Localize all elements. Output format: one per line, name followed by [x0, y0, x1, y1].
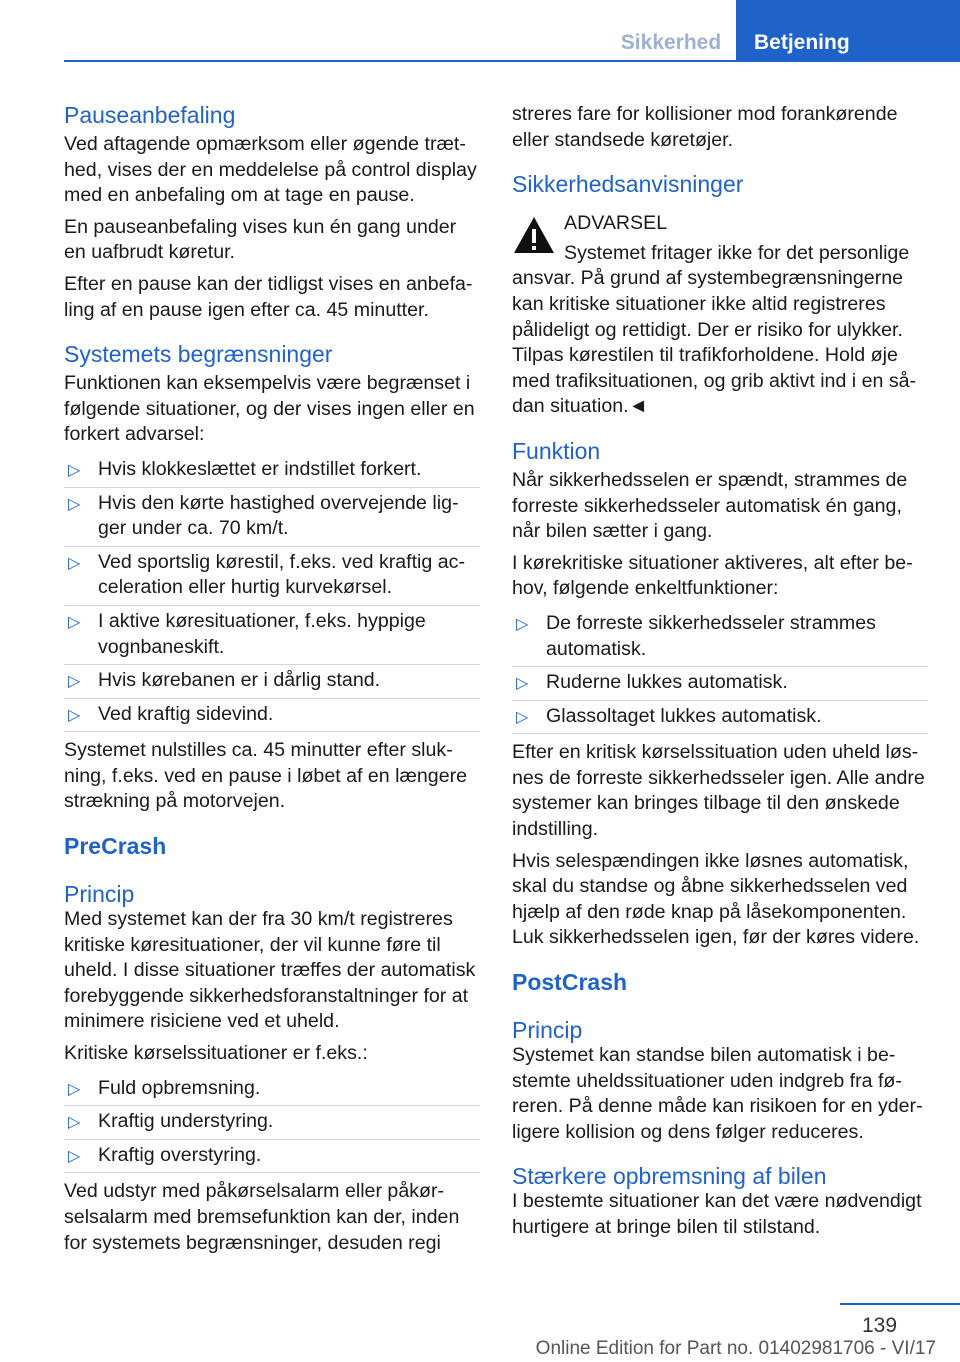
paragraph-function-2: I kørekritiske situationer aktiveres, alt efter behov, følgende enkeltfunktioner: [512, 551, 913, 600]
triangle-right-icon: ▷ [68, 495, 81, 513]
list-item [64, 1106, 480, 1140]
heading-system-limits: Systemets begrænsninger [64, 341, 333, 368]
list-item-text: Hvis den kørte hastighed overvejende ligger under ca. 70 km/t. [98, 491, 459, 540]
list-item [64, 1073, 480, 1107]
paragraph-limits: Funktionen kan eksempelvis være begrænset i følgende situationer, og der vises ingen eller en forkert advarsel: [64, 372, 475, 446]
triangle-right-icon: ▷ [68, 613, 81, 631]
list-item-text: Ved sportslig kørestil, f.eks. ved kraftig acceleration eller hurtig kurvekørsel. [98, 550, 465, 599]
triangle-right-icon: ▷ [68, 1080, 81, 1098]
warning-triangle-icon [512, 215, 556, 255]
list-item [64, 488, 480, 547]
paragraph-reset: Systemet nulstilles ca. 45 minutter efter slukning, f.eks. ved en pause i løbet af en længere strækning på motorvejen. [64, 739, 468, 813]
list-item-text: Ved kraftig sidevind. [98, 702, 274, 725]
heading-stronger-braking: Stærkere opbremsning af bilen [512, 1163, 827, 1190]
triangle-right-icon: ▷ [68, 706, 81, 724]
list-item-text: Glassoltaget lukkes automatisk. [546, 704, 822, 727]
heading-safety-notes: Sikkerhedsanvisninger [512, 171, 744, 198]
page-header [0, 0, 960, 62]
page-number: 139 [862, 1314, 898, 1337]
list-item [64, 454, 480, 488]
list-item [64, 1140, 480, 1174]
list-item-text: I aktive køresituationer, f.eks. hyppige vognbaneskift. [98, 609, 426, 658]
list-item [512, 701, 928, 735]
list-item [512, 608, 928, 667]
paragraph-equipment: Ved udstyr med påkørselsalarm eller påkørselsalarm med bremsefunktion kan der, inden for systemets begrænsninger, desuden regi [64, 1180, 460, 1254]
triangle-right-icon: ▷ [68, 1114, 81, 1132]
paragraph-pause-3: Efter en pause kan der tidligst vises en anbefaling af en pause igen efter ca. 45 minutter. [64, 272, 473, 321]
right-column [512, 96, 928, 1241]
warning-block [512, 211, 928, 420]
section-tab-sikkerhed[interactable]: Sikkerhed [620, 31, 722, 54]
heading-precrash: PreCrash [64, 833, 167, 860]
list-item [64, 606, 480, 665]
paragraph-after-critical: Efter en kritisk kørselssituation uden uheld løsnes de forreste sikkerhedsseler igen. Alle andre systemer kan bringes tilbage til den ønskede indstilling. [512, 741, 925, 841]
heading-postcrash: PostCrash [512, 969, 628, 996]
paragraph-pause-1: Ved aftagende opmærksom eller øgende træthed, vises der en meddelelse på control display med en anbefaling om at tage en pause. [64, 133, 477, 207]
list-item-text: Kraftig understyring. [98, 1110, 274, 1133]
warning-text: Systemet fritager ikke for det personlige ansvar. På grund af systembegrænsningerne kan kritiske situationer ikke altid registreres pålideligt og rettidigt. Der er risiko for ulykker. Tilpas kørestilen til trafikforholdene. Hold øje med trafiksituationen, og grib aktivt ind i en sådan situation.◄ [512, 241, 917, 418]
limits-list [64, 454, 480, 732]
paragraph-continued: streres fare for kollisioner mod forankørende eller standsede køretøjer. [512, 103, 898, 151]
heading-princip: Princip [64, 881, 135, 908]
critical-list [64, 1073, 480, 1174]
list-item-text: Hvis klokkeslættet er indstillet forkert. [98, 457, 422, 480]
footer-divider [840, 1303, 960, 1305]
triangle-right-icon: ▷ [516, 615, 529, 633]
paragraph-princip-2: Systemet kan standse bilen automatisk i bestemte uheldssituationer uden indgreb fra føreren. På denne måde kan risikoen for en yderligere kollision og dens følger reduceres. [512, 1044, 923, 1143]
function-list [512, 608, 928, 734]
heading-pauseanbefaling: Pauseanbefaling [64, 102, 236, 128]
triangle-right-icon: ▷ [68, 461, 81, 479]
list-item-text: Fuld opbremsning. [98, 1076, 261, 1099]
paragraph-princip: Med systemet kan der fra 30 km/t registreres kritiske køresituationer, der vil kunne føre til uheld. I disse situationer træffes der automatisk forebyggende sikkerhedsforanstaltninger for at minimere risiciene ved et uheld. [64, 908, 476, 1033]
triangle-right-icon: ▷ [516, 675, 529, 693]
list-item [64, 665, 480, 699]
edition-footer: Online Edition for Part no. 01402981706 - VI/17 [535, 1338, 936, 1359]
paragraph-critical: Kritiske kørselssituationer er f.eks.: [64, 1042, 368, 1065]
heading-function: Funktion [512, 437, 601, 464]
triangle-right-icon: ▷ [68, 554, 81, 572]
triangle-right-icon: ▷ [68, 673, 81, 691]
paragraph-braking: I bestemte situationer kan det være nødvendigt hurtigere at bringe bilen til stilstand. [512, 1190, 922, 1238]
left-column [64, 96, 480, 1256]
paragraph-function-1: Når sikkerhedsselen er spændt, strammes de forreste sikkerhedsseler automatisk én gang, når bilen sætter i gang. [512, 468, 908, 543]
paragraph-belt-release: Hvis selespændingen ikke løsnes automatisk, skal du standse og åbne sikkerhedsselen ved hjælp af den røde knap på låsekomponenten. Luk sikkerhedsselen igen, før der køres videre. [512, 849, 920, 949]
list-item-text: Ruderne lukkes automatisk. [546, 671, 788, 694]
heading-princip-2: Princip [512, 1017, 583, 1044]
list-item-text: Kraftig overstyring. [98, 1143, 262, 1166]
paragraph-pause-2: En pauseanbefaling vises kun én gang under en uafbrudt køretur. [64, 215, 457, 264]
list-item [64, 547, 480, 606]
list-item-text: De forreste sikkerhedsseler strammes automatisk. [546, 611, 876, 660]
triangle-right-icon: ▷ [516, 708, 529, 726]
header-divider [64, 60, 960, 62]
section-tab-betjening[interactable]: Betjening [736, 0, 960, 62]
list-item [64, 699, 480, 733]
list-item [512, 667, 928, 701]
list-item-text: Hvis kørebanen er i dårlig stand. [98, 669, 381, 692]
warning-title: ADVARSEL [564, 212, 668, 235]
triangle-right-icon: ▷ [68, 1147, 81, 1165]
